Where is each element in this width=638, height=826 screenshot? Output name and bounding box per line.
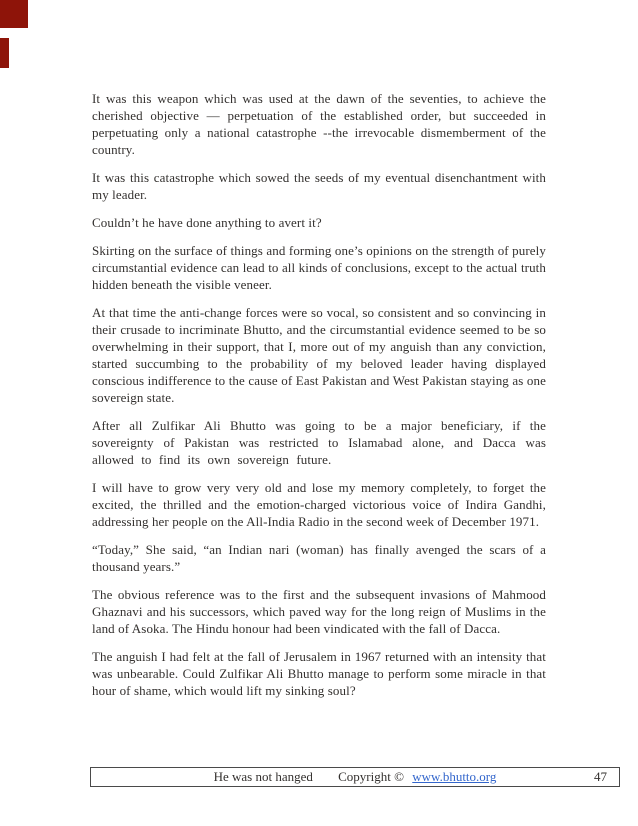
red-edge-mark — [0, 38, 9, 68]
page-footer — [90, 767, 620, 787]
paragraph: It was this catastrophe which sowed the seeds of my eventual disenchantment with my leader. — [92, 170, 546, 202]
page-number: 47 — [594, 769, 607, 784]
footer-copyright-text: Copyright © — [338, 769, 404, 784]
paragraph: It was this weapon which was used at the dawn of the seventies, to achieve the cherished objective — perpetuation of the established order, but succeeded in perpetuating only a national catastrophe --the irrevocable dismemberment of the country. — [92, 91, 546, 157]
paragraph: “Today,” She said, “an Indian nari (woman) has finally avenged the scars of a thousand years.” — [92, 542, 546, 574]
page-body-text — [92, 90, 546, 710]
footer-center-group — [91, 769, 619, 785]
paragraph: Skirting on the surface of things and forming one’s opinions on the strength of purely circumstantial evidence can lead to all kinds of conclusions, except to the actual truth hidden beneath the visible veneer. — [92, 243, 546, 292]
paragraph: Couldn’t he have done anything to avert it? — [92, 215, 322, 230]
paragraph: After all Zulfikar Ali Bhutto was going to be a major beneficiary, if the sovereignty of Pakistan was restricted to Islamabad alone, and Dacca was allowed to find its own sovereign future. — [92, 418, 546, 467]
paragraph: At that time the anti-change forces were so vocal, so consistent and so convincing in their crusade to incriminate Bhutto, and the circumstantial evidence seemed to be so overwhelming in their support, that I, more out of my anguish than any conviction, started succumbing to the probability of my beloved leader having displayed conscious indifference to the cause of East Pakistan and West Pakistan staying as one sovereign state. — [92, 305, 546, 405]
paragraph: I will have to grow very very old and lose my memory completely, to forget the excited, the thrilled and the emotion-charged victorious voice of Indira Gandhi, addressing her people on the All-India Radio in the second week of December 1971. — [92, 480, 546, 529]
paragraph: The anguish I had felt at the fall of Jerusalem in 1967 returned with an intensity that was unbearable. Could Zulfikar Ali Bhutto manage to perform some miracle in that hour of shame, which would lift my sinking soul? — [92, 649, 546, 698]
red-corner-mark — [0, 0, 28, 28]
footer-book-title: He was not hanged — [213, 769, 313, 784]
footer-website-link[interactable]: www.bhutto.org — [412, 769, 497, 784]
paragraph: The obvious reference was to the first and the subsequent invasions of Mahmood Ghaznavi and his successors, which paved way for the long reign of Muslims in the land of Asoka. The Hindu honour had been vindicated with the fall of Dacca. — [92, 587, 546, 636]
